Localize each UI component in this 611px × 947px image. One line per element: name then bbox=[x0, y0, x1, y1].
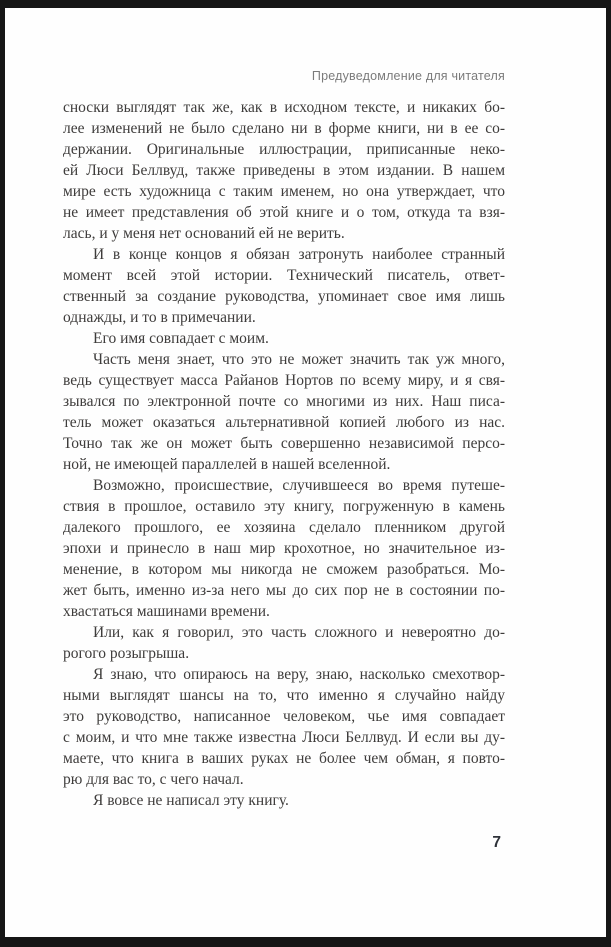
text-line: ей Люси Беллвуд, также приведены в этом издании. В нашем bbox=[63, 162, 505, 179]
paragraph bbox=[63, 475, 505, 622]
text-line: Я знаю, что опираюсь на веру, знаю, насколько смехотвор- bbox=[93, 666, 505, 683]
text-line: ствия в прошлое, оставило эту книгу, погруженную в камень bbox=[63, 498, 505, 515]
text-line: лее изменений не было сделано ни в форме книги, ни в ее со- bbox=[63, 120, 505, 137]
text-line: однажды, и то в примечании. bbox=[63, 309, 256, 326]
paragraph bbox=[63, 244, 505, 328]
page-content bbox=[63, 68, 505, 853]
text-line: это руководство, написанное человеком, чье имя совпадает bbox=[63, 708, 505, 725]
text-line: мире есть художница с таким именем, но она утверждает, что bbox=[63, 183, 505, 200]
text-line: Часть меня знает, что это не может значить так уж много, bbox=[93, 351, 505, 368]
text-line: Или, как я говорил, это часть сложного и невероятно до- bbox=[93, 624, 505, 641]
text-line: ной, не имеющей параллелей в нашей вселенной. bbox=[63, 456, 391, 473]
text-line: рогого розыгрыша. bbox=[63, 645, 190, 662]
paragraph bbox=[63, 622, 505, 664]
text-line: далекого прошлого, ее хозяина сделало пленником другой bbox=[63, 519, 505, 536]
running-header: Предуведомление для читателя bbox=[311, 69, 505, 83]
paragraph bbox=[63, 349, 505, 475]
text-line: жет быть, именно из-за него мы до сих пор не в состоянии по- bbox=[63, 582, 505, 599]
text-line: рю для вас то, с чего начал. bbox=[63, 771, 244, 788]
paragraph bbox=[63, 328, 505, 349]
text-line: маете, что книга в ваших руках не более чем обман, я повто- bbox=[63, 750, 505, 767]
body-text bbox=[63, 97, 505, 811]
paragraph bbox=[63, 790, 505, 811]
text-line: И в конце концов я обязан затронуть наиболее странный bbox=[93, 246, 505, 263]
text-line: хвастаться машинами времени. bbox=[63, 603, 270, 620]
text-line: сноски выглядят так же, как в исходном тексте, и никаких бо- bbox=[63, 99, 505, 116]
text-line: ведь существует масса Райанов Нортов по всему миру, и я свя- bbox=[63, 372, 505, 389]
text-line: не имеет представления об этой книге и о том, откуда та взя- bbox=[63, 204, 505, 221]
text-line: менение, в котором мы никогда не сможем разобраться. Мо- bbox=[63, 561, 505, 578]
book-page bbox=[5, 8, 606, 937]
paragraph bbox=[63, 664, 505, 790]
text-line: лась, и у меня нет оснований ей не верить. bbox=[63, 225, 345, 242]
text-line: держании. Оригинальные иллюстрации, приписанные неко- bbox=[63, 141, 505, 158]
text-line: Я вовсе не написал эту книгу. bbox=[93, 792, 289, 809]
text-line: ственный за создание руководства, упоминает свое имя лишь bbox=[63, 288, 505, 305]
text-line: Его имя совпадает с моим. bbox=[93, 330, 269, 347]
paragraph bbox=[63, 97, 505, 244]
text-line: Возможно, происшествие, случившееся во время путеше- bbox=[93, 477, 505, 494]
page-number: 7 bbox=[492, 834, 501, 851]
text-line: тель может оказаться альтернативной копией любого из нас. bbox=[63, 414, 505, 431]
text-line: зывался по электронной почте со многими из них. Наш писа- bbox=[63, 393, 505, 410]
text-line: ными выглядят шансы на то, что именно я случайно найду bbox=[63, 687, 505, 704]
text-line: эпохи и принесло в наш мир крохотное, но значительное из- bbox=[63, 540, 505, 557]
text-line: Точно так же он может быть совершенно независимой персо- bbox=[63, 435, 505, 452]
text-line: с моим, и что мне также известна Люси Беллвуд. И если вы ду- bbox=[63, 729, 505, 746]
text-line: момент всей этой истории. Технический писатель, ответ- bbox=[63, 267, 505, 284]
